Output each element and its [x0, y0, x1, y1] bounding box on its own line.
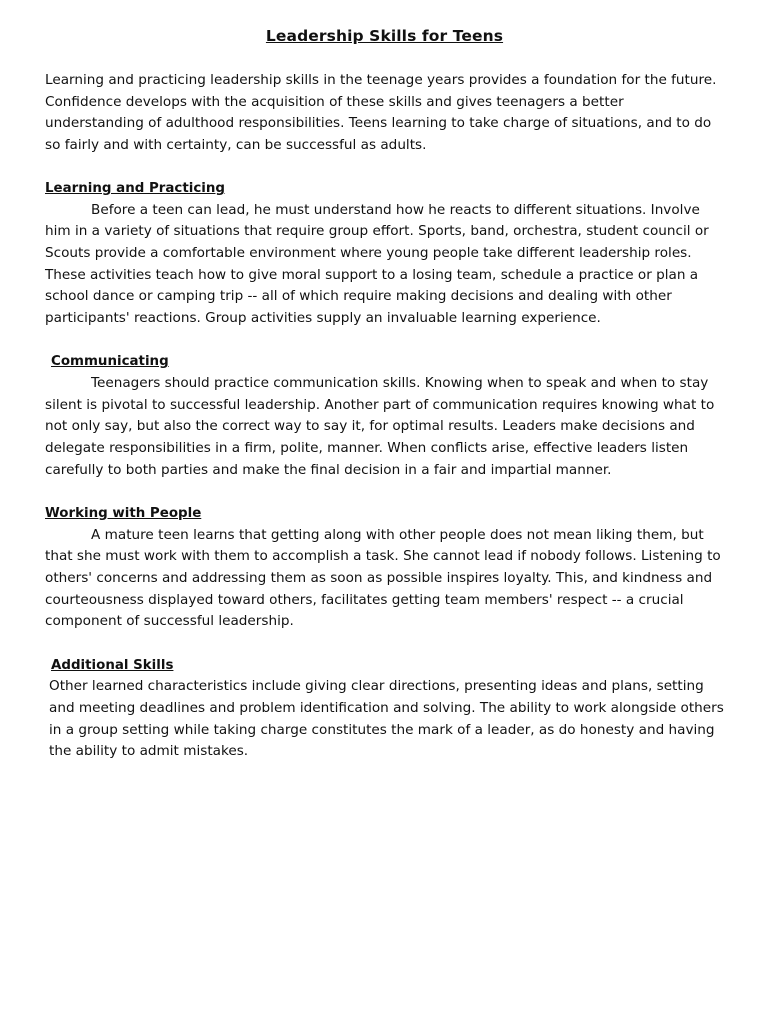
section-learning-and-practicing: [45, 178, 724, 330]
section-heading: Learning and Practicing: [45, 180, 226, 196]
section-body: Teenagers should practice communication skills. Knowing when to speak and when to stay silent is pivotal to successful leadership. Another part of communication requires knowing what to not only say, but also the correct way to say it, for optimal results. Leaders make decisions and delegate responsibilities in a firm, polite, manner. When conflicts arise, effective leaders listen carefully to both parties and make the final decision in a fair and impartial manner.: [45, 374, 715, 478]
section-heading: Communicating: [51, 354, 169, 370]
intro-paragraph: Learning and practicing leadership skills in the teenage years provides a foundation for the future. Confidence develops with the acquisition of these skills and gives teenagers a better understanding of adulthood responsibilities. Teens learning to take charge of situations, and to do so fairly and with certainty, can be successful as adults.: [45, 72, 717, 154]
section-communicating: [45, 351, 724, 481]
section-body: A mature teen learns that getting along with other people does not mean liking them, but that she must work with them to accomplish a task. She cannot lead if nobody follows. Listening to others' concerns and addressing them as soon as possible inspires loyalty. This, and kindness and courteousness displayed toward others, facilitates getting team members' respect -- a crucial component of successful leadership.: [45, 526, 721, 630]
section-body: Before a teen can lead, he must understand how he reacts to different situations. Involve him in a variety of situations that require group effort. Sports, band, orchestra, student council or Scouts provide a comfortable environment where young people take different leadership roles. These activities teach how to give moral support to a losing team, schedule a practice or plan a school dance or camping trip -- all of which require making decisions and dealing with other participants' reactions. Group activities supply an invaluable learning experience.: [45, 201, 709, 327]
section-heading: Working with People: [45, 505, 202, 521]
section-working-with-people: [45, 503, 724, 633]
document-title: Leadership Skills for Teens: [265, 27, 504, 45]
section-heading: Additional Skills: [51, 657, 174, 673]
section-additional-skills: [45, 655, 724, 764]
section-body: Other learned characteristics include giving clear directions, presenting ideas and plans, setting and meeting deadlines and problem identification and solving. The ability to work alongside others in a group setting while taking charge constitutes the mark of a leader, as do honesty and having the ability to admit mistakes.: [49, 678, 724, 760]
